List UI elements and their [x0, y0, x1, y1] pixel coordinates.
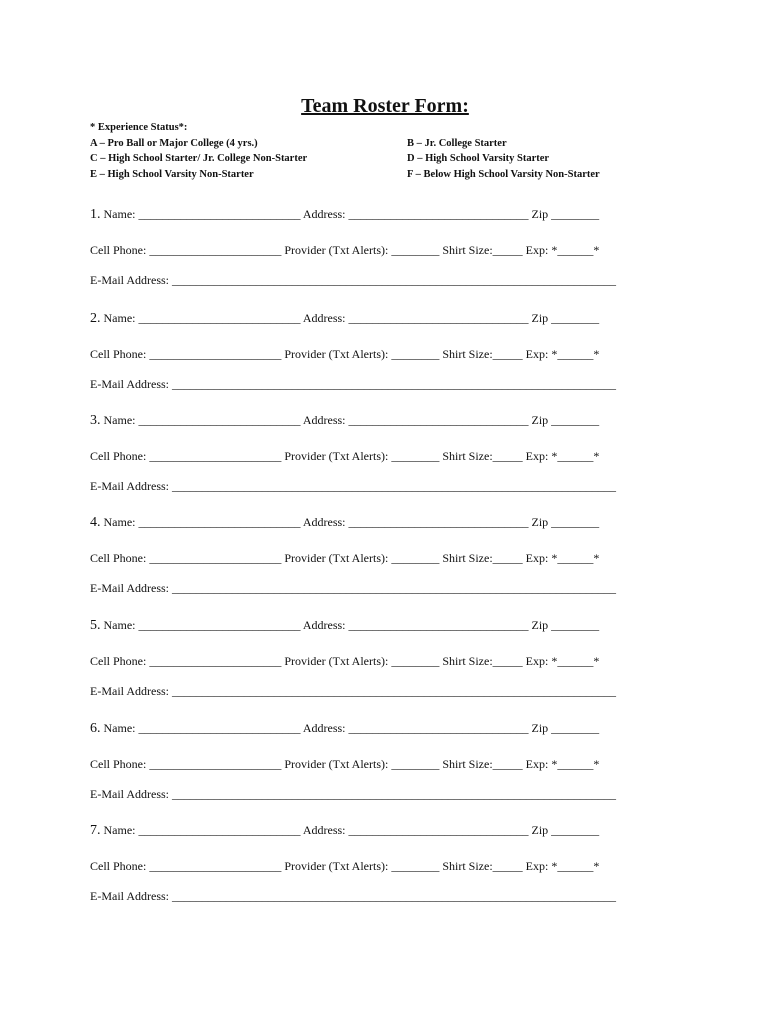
name-field[interactable]: Name: ___________________________: [103, 413, 301, 427]
email-line: [90, 888, 616, 904]
name-address-line: [90, 617, 599, 634]
entry-number: 2.: [90, 311, 101, 326]
provider-field[interactable]: Provider (Txt Alerts): ________: [284, 449, 440, 463]
email-field[interactable]: E-Mail Address: __________________________________________________________________________: [90, 684, 616, 698]
shirt-size-field[interactable]: Shirt Size:_____: [442, 243, 523, 257]
zip-field[interactable]: Zip ________: [531, 618, 600, 632]
zip-field[interactable]: Zip ________: [531, 823, 600, 837]
cell-phone-field[interactable]: Cell Phone: ______________________: [90, 859, 282, 873]
name-address-line: [90, 720, 599, 737]
address-field[interactable]: Address: ______________________________: [302, 515, 529, 529]
zip-field[interactable]: Zip ________: [531, 311, 600, 325]
name-field[interactable]: Name: ___________________________: [103, 207, 301, 221]
form-title: Team Roster Form:: [301, 95, 469, 117]
address-field[interactable]: Address: ______________________________: [302, 413, 529, 427]
shirt-size-field[interactable]: Shirt Size:_____: [442, 757, 523, 771]
phone-line: [90, 756, 599, 772]
legend-item-b: B – Jr. College Starter: [407, 137, 507, 149]
email-field[interactable]: E-Mail Address: __________________________________________________________________________: [90, 581, 616, 595]
email-line: [90, 376, 616, 392]
provider-field[interactable]: Provider (Txt Alerts): ________: [284, 757, 440, 771]
name-field[interactable]: Name: ___________________________: [103, 823, 301, 837]
entry-number: 6.: [90, 721, 101, 736]
provider-field[interactable]: Provider (Txt Alerts): ________: [284, 654, 440, 668]
experience-field[interactable]: Exp: *______*: [525, 654, 600, 668]
name-field[interactable]: Name: ___________________________: [103, 515, 301, 529]
zip-field[interactable]: Zip ________: [531, 721, 600, 735]
name-field[interactable]: Name: ___________________________: [103, 721, 301, 735]
experience-field[interactable]: Exp: *______*: [525, 551, 600, 565]
phone-line: [90, 346, 599, 362]
zip-field[interactable]: Zip ________: [531, 515, 600, 529]
name-field[interactable]: Name: ___________________________: [103, 311, 301, 325]
provider-field[interactable]: Provider (Txt Alerts): ________: [284, 859, 440, 873]
entry-number: 3.: [90, 413, 101, 428]
email-field[interactable]: E-Mail Address: __________________________________________________________________________: [90, 479, 616, 493]
phone-line: [90, 242, 599, 258]
legend-item-d: D – High School Varsity Starter: [407, 153, 550, 164]
legend-row: [90, 136, 650, 152]
experience-field[interactable]: Exp: *______*: [525, 243, 600, 257]
email-line: [90, 683, 616, 699]
legend-item-e: E – High School Varsity Non-Starter: [90, 168, 254, 180]
experience-field[interactable]: Exp: *______*: [525, 859, 600, 873]
email-line: [90, 786, 616, 802]
experience-status-legend: [90, 120, 650, 182]
cell-phone-field[interactable]: Cell Phone: ______________________: [90, 243, 282, 257]
legend-row: [90, 167, 650, 183]
shirt-size-field[interactable]: Shirt Size:_____: [442, 859, 523, 873]
entry-number: 1.: [90, 207, 101, 222]
cell-phone-field[interactable]: Cell Phone: ______________________: [90, 449, 282, 463]
address-field[interactable]: Address: ______________________________: [302, 823, 529, 837]
shirt-size-field[interactable]: Shirt Size:_____: [442, 347, 523, 361]
provider-field[interactable]: Provider (Txt Alerts): ________: [284, 347, 440, 361]
legend-item-f: F – Below High School Varsity Non-Starter: [407, 168, 600, 180]
name-address-line: [90, 822, 599, 839]
zip-field[interactable]: Zip ________: [531, 207, 600, 221]
entry-number: 5.: [90, 618, 101, 633]
zip-field[interactable]: Zip ________: [531, 413, 600, 427]
address-field[interactable]: Address: ______________________________: [302, 311, 529, 325]
phone-line: [90, 550, 599, 566]
legend-item-c: C – High School Starter/ Jr. College Non-Starter: [90, 153, 308, 164]
legend-heading: * Experience Status*:: [90, 122, 188, 133]
name-address-line: [90, 514, 599, 531]
address-field[interactable]: Address: ______________________________: [302, 207, 529, 221]
email-line: [90, 478, 616, 494]
email-field[interactable]: E-Mail Address: __________________________________________________________________________: [90, 889, 616, 903]
cell-phone-field[interactable]: Cell Phone: ______________________: [90, 654, 282, 668]
experience-field[interactable]: Exp: *______*: [525, 347, 600, 361]
cell-phone-field[interactable]: Cell Phone: ______________________: [90, 551, 282, 565]
email-line: [90, 272, 616, 288]
entry-number: 4.: [90, 515, 101, 530]
entry-number: 7.: [90, 823, 101, 838]
email-line: [90, 580, 616, 596]
name-address-line: [90, 412, 599, 429]
shirt-size-field[interactable]: Shirt Size:_____: [442, 449, 523, 463]
legend-item-a: A – Pro Ball or Major College (4 yrs.): [90, 137, 258, 149]
name-field[interactable]: Name: ___________________________: [103, 618, 301, 632]
experience-field[interactable]: Exp: *______*: [525, 449, 600, 463]
legend-row: [90, 151, 650, 167]
phone-line: [90, 448, 599, 464]
cell-phone-field[interactable]: Cell Phone: ______________________: [90, 757, 282, 771]
provider-field[interactable]: Provider (Txt Alerts): ________: [284, 551, 440, 565]
experience-field[interactable]: Exp: *______*: [525, 757, 600, 771]
cell-phone-field[interactable]: Cell Phone: ______________________: [90, 347, 282, 361]
shirt-size-field[interactable]: Shirt Size:_____: [442, 551, 523, 565]
email-field[interactable]: E-Mail Address: __________________________________________________________________________: [90, 787, 616, 801]
address-field[interactable]: Address: ______________________________: [302, 618, 529, 632]
email-field[interactable]: E-Mail Address: __________________________________________________________________________: [90, 377, 616, 391]
address-field[interactable]: Address: ______________________________: [302, 721, 529, 735]
shirt-size-field[interactable]: Shirt Size:_____: [442, 654, 523, 668]
phone-line: [90, 653, 599, 669]
provider-field[interactable]: Provider (Txt Alerts): ________: [284, 243, 440, 257]
email-field[interactable]: E-Mail Address: __________________________________________________________________________: [90, 273, 616, 287]
name-address-line: [90, 206, 599, 223]
name-address-line: [90, 310, 599, 327]
phone-line: [90, 858, 599, 874]
